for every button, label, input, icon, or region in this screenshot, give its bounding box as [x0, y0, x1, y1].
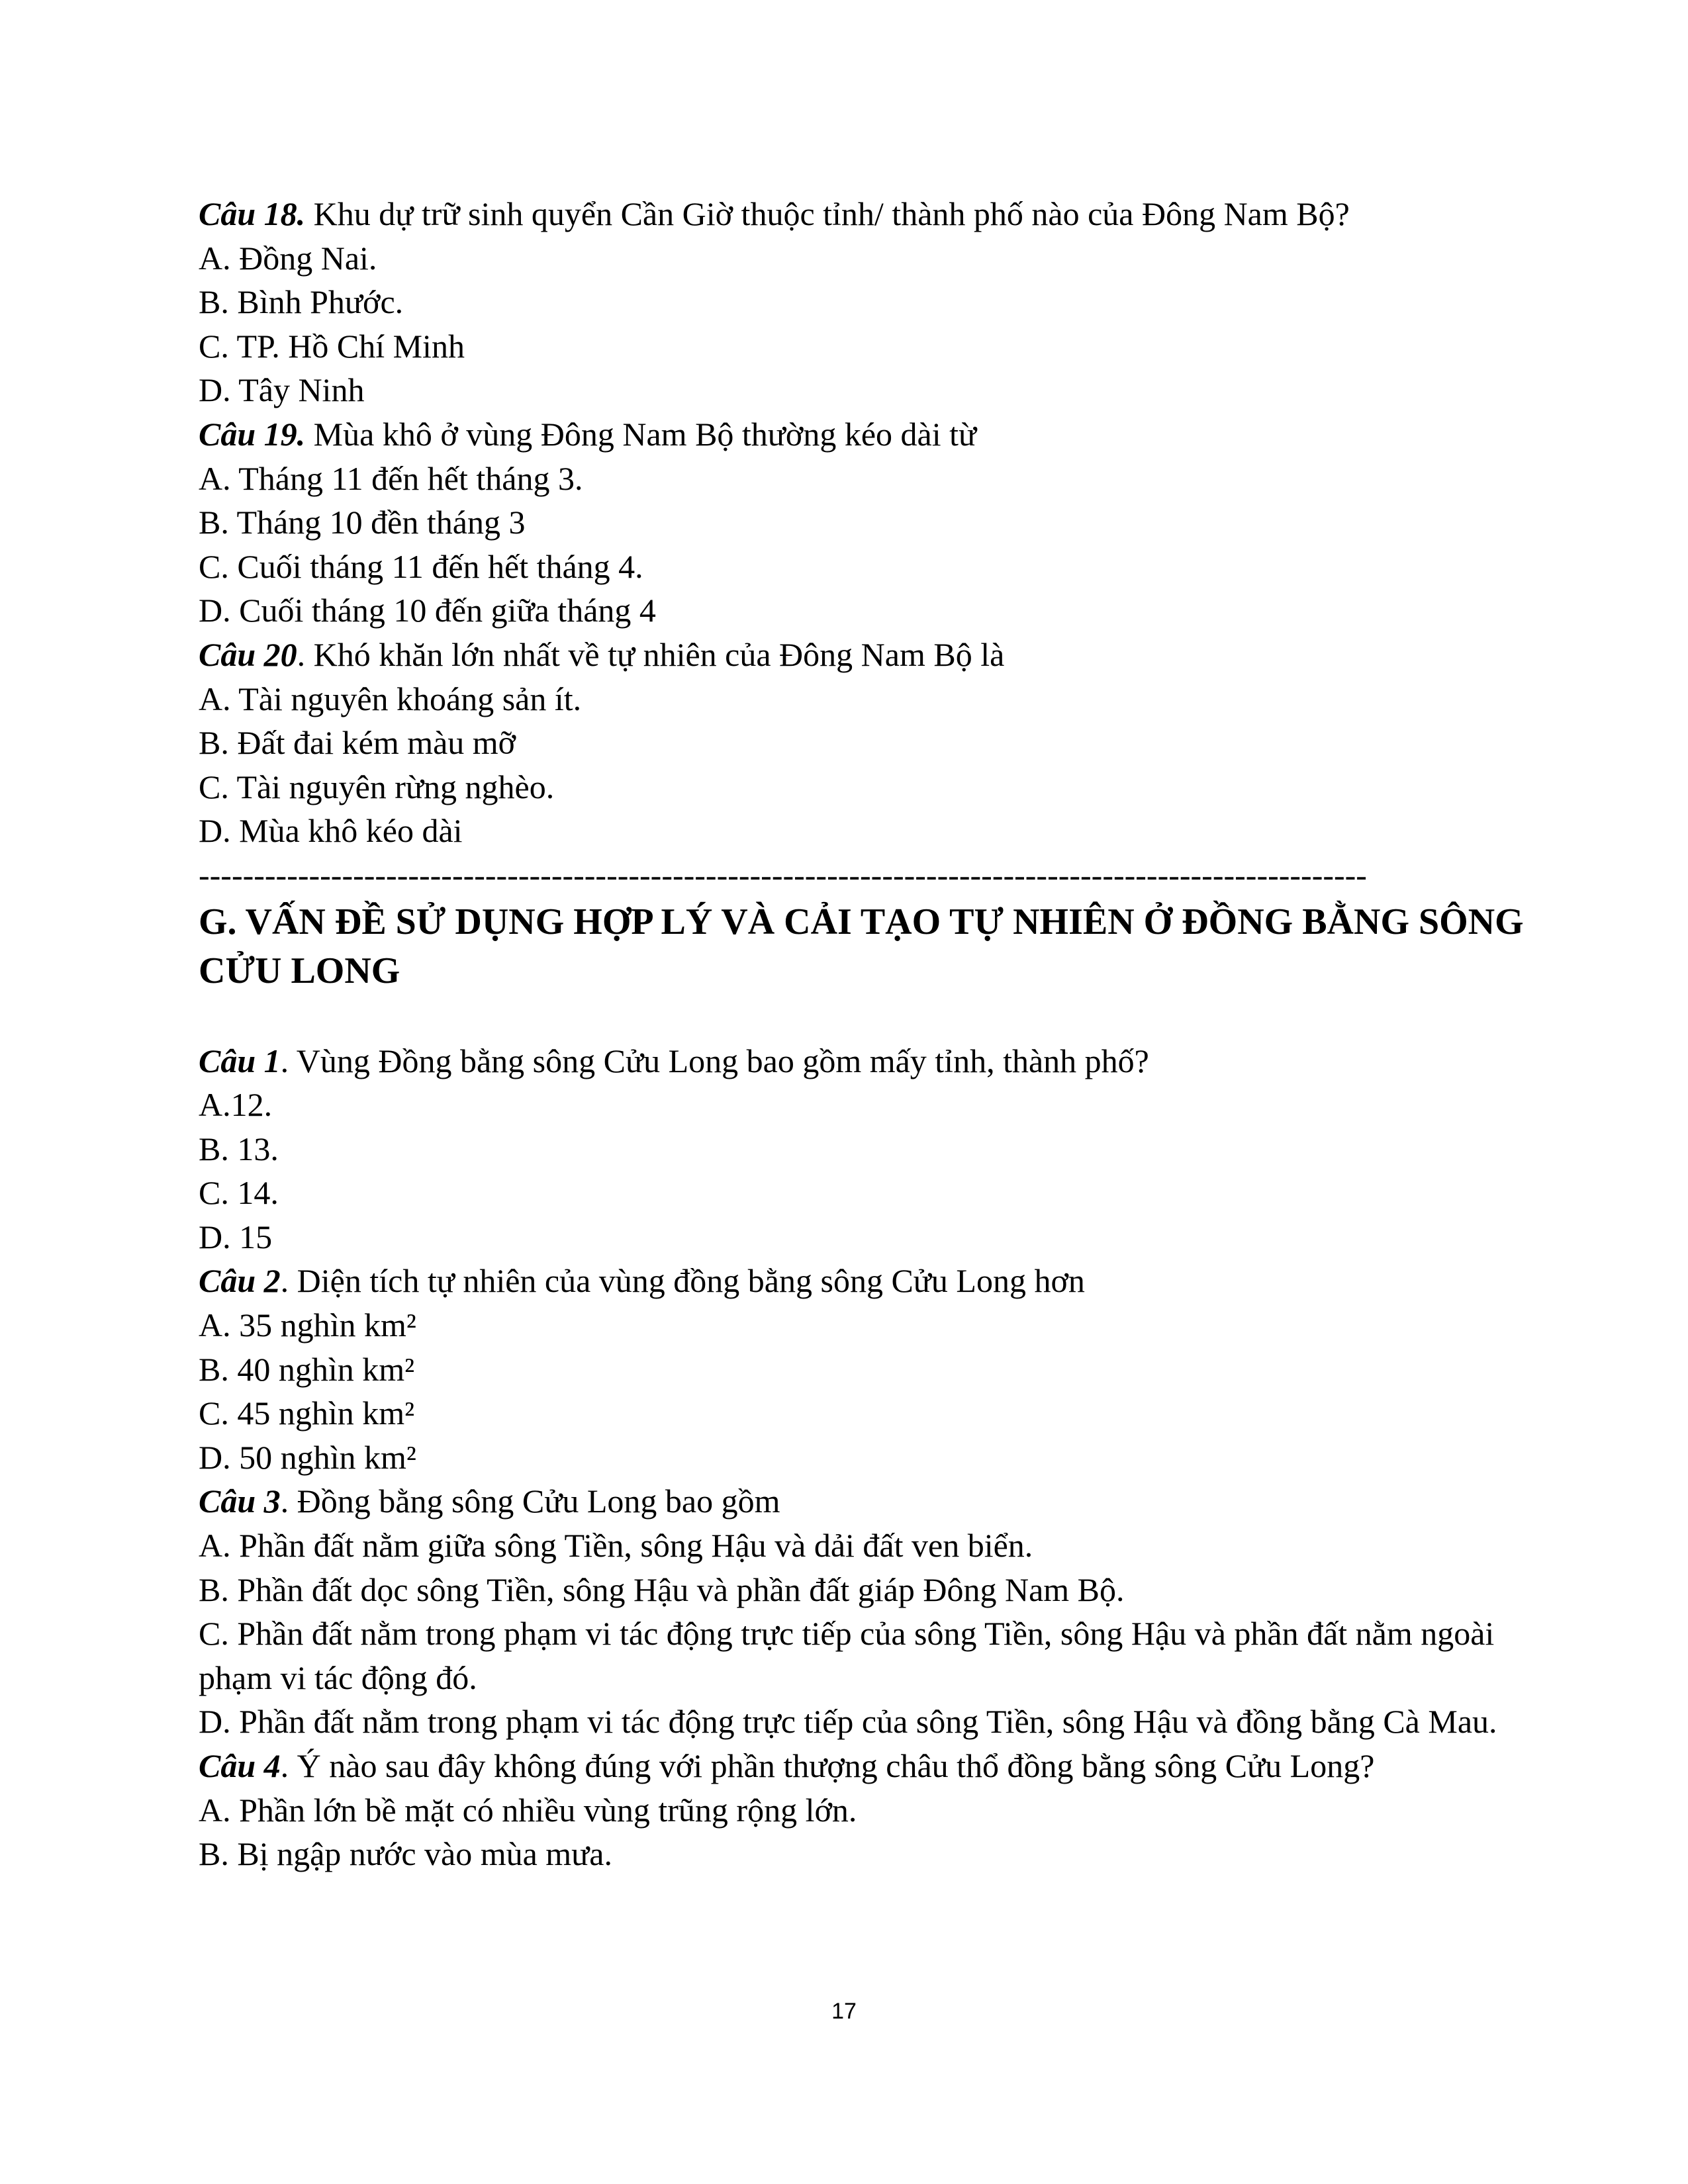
- option-c: C. 45 nghìn km²: [199, 1394, 415, 1432]
- question-4: [199, 1744, 1556, 1788]
- option-b: B. Bị ngập nước vào mùa mưa.: [199, 1835, 612, 1873]
- option-b: B. Bình Phước.: [199, 283, 404, 321]
- option-b: B. 13.: [199, 1130, 279, 1167]
- question-3: [199, 1479, 1556, 1524]
- question-text: . Khó khăn lớn nhất về tự nhiên của Đông Nam Bộ là: [297, 635, 1005, 673]
- option-b: B. Phần đất dọc sông Tiền, sông Hậu và phần đất giáp Đông Nam Bộ.: [199, 1570, 1125, 1608]
- option-c: C. 14.: [199, 1174, 279, 1212]
- question-label: Câu 4: [199, 1747, 281, 1784]
- option-d: D. Phần đất nằm trong phạm vi tác động trực tiếp của sông Tiền, sông Hậu và đồng bằng Cà Mau.: [199, 1703, 1497, 1741]
- option-c: C. TP. Hồ Chí Minh: [199, 327, 465, 365]
- question-20: [199, 633, 1556, 677]
- page-content: [199, 192, 1556, 1876]
- question-label: Câu 3: [199, 1482, 281, 1520]
- question-19: [199, 412, 1556, 457]
- option-a: A. Phần đất nằm giữa sông Tiền, sông Hậu và dải đất ven biển.: [199, 1527, 1033, 1565]
- section-divider: ----------------------------------------------------------------------------------------------------------: [199, 856, 1367, 893]
- option-b: B. Tháng 10 đền tháng 3: [199, 504, 526, 541]
- option-c: C. Phần đất nằm trong phạm vi tác động trực tiếp của sông Tiền, sông Hậu và phần đất nằm ngoài phạm vi tác động đó.: [199, 1615, 1495, 1696]
- question-label: Câu 20: [199, 635, 297, 673]
- option-a: A. Tài nguyên khoáng sản ít.: [199, 680, 582, 717]
- question-text: . Diện tích tự nhiên của vùng đồng bằng sông Cửu Long hơn: [280, 1262, 1085, 1300]
- question-18: [199, 192, 1556, 236]
- question-text: . Vùng Đồng bằng sông Cửu Long bao gồm mấy tỉnh, thành phố?: [280, 1042, 1149, 1079]
- option-d: D. 15: [199, 1218, 273, 1255]
- question-text: Khu dự trữ sinh quyển Cần Giờ thuộc tỉnh/ thành phố nào của Đông Nam Bộ?: [305, 195, 1350, 232]
- question-label: Câu 2: [199, 1262, 281, 1300]
- question-label: Câu 19.: [199, 415, 306, 453]
- option-b: B. 40 nghìn km²: [199, 1350, 415, 1388]
- question-label: Câu 18.: [199, 195, 306, 232]
- option-a: A. Tháng 11 đến hết tháng 3.: [199, 459, 583, 497]
- question-2: [199, 1259, 1556, 1303]
- option-a: A. Phần lớn bề mặt có nhiều vùng trũng rộng lớn.: [199, 1791, 857, 1829]
- option-a: A. 35 nghìn km²: [199, 1306, 416, 1344]
- section-title: G. VẤN ĐỀ SỬ DỤNG HỢP LÝ VÀ CẢI TẠO TỰ NHIÊN Ở ĐỒNG BẰNG SÔNG CỬU LONG: [199, 901, 1524, 991]
- option-d: D. Tây Ninh: [199, 371, 365, 409]
- option-d: D. Mùa khô kéo dài: [199, 812, 463, 850]
- question-label: Câu 1: [199, 1042, 281, 1079]
- spacer: [199, 995, 1556, 1039]
- option-d: D. 50 nghìn km²: [199, 1438, 416, 1476]
- option-c: C. Cuối tháng 11 đến hết tháng 4.: [199, 547, 643, 585]
- option-b: B. Đất đai kém màu mỡ: [199, 724, 516, 762]
- question-text: Mùa khô ở vùng Đông Nam Bộ thường kéo dài từ: [305, 415, 977, 453]
- question-text: . Ý nào sau đây không đúng với phần thượng châu thổ đồng bằng sông Cửu Long?: [280, 1747, 1375, 1784]
- option-a: A.12.: [199, 1086, 273, 1124]
- page-number: 17: [831, 1999, 857, 2024]
- option-c: C. Tài nguyên rừng nghèo.: [199, 768, 555, 805]
- option-a: A. Đồng Nai.: [199, 239, 377, 277]
- question-text: . Đồng bằng sông Cửu Long bao gồm: [280, 1482, 780, 1520]
- question-1: [199, 1039, 1556, 1083]
- option-d: D. Cuối tháng 10 đến giữa tháng 4: [199, 592, 656, 629]
